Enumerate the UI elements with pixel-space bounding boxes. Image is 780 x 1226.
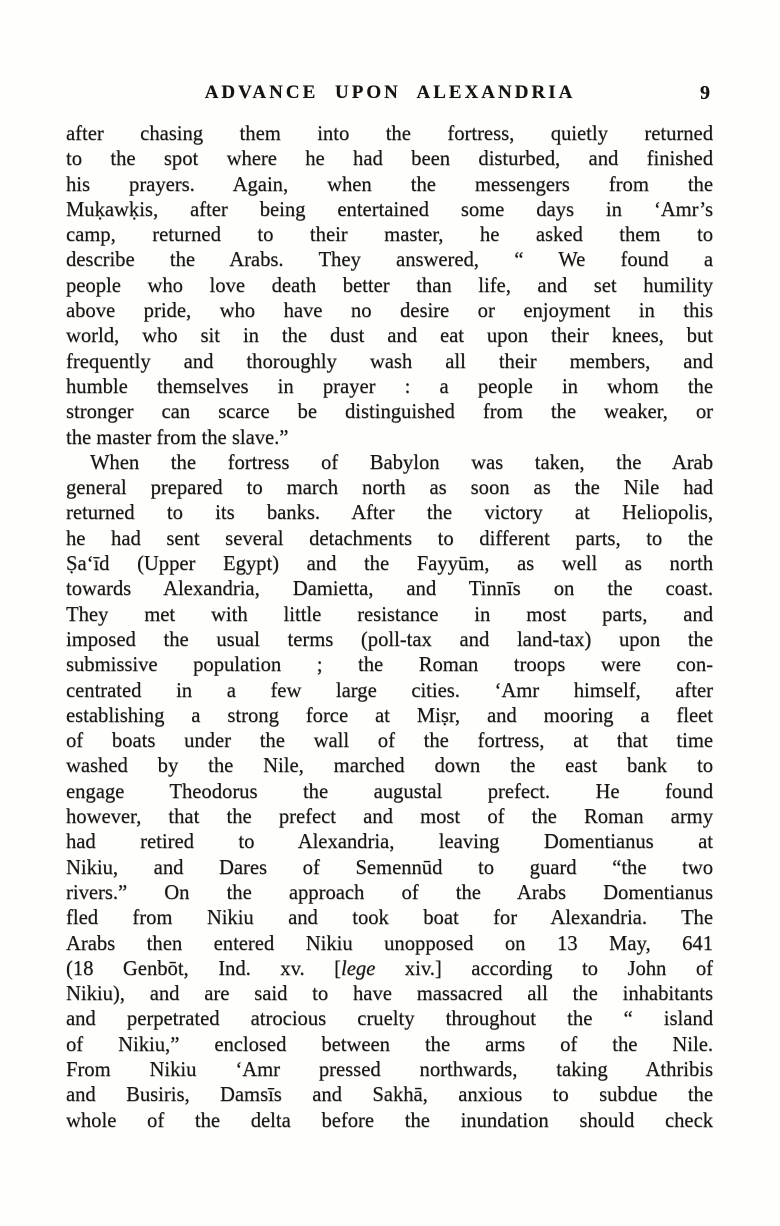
text-line: to the spot where he had been disturbed, and finished <box>66 148 713 171</box>
text-line: submissive population ; the Roman troops were con- <box>66 654 713 677</box>
text-line: whole of the delta before the inundation should check <box>66 1109 713 1132</box>
text-line: general prepared to march north as soon as the Nile had <box>66 477 713 500</box>
text-line: people who love death better than life, and set humility <box>66 274 713 297</box>
text-line: frequently and thoroughly wash all their members, and <box>66 350 713 373</box>
text-line: the master from the slave.” <box>66 426 289 449</box>
text-line: rivers.” On the approach of the Arabs Domentianus <box>66 881 713 904</box>
text-line: When the fortress of Babylon was taken, the Arab <box>90 451 713 474</box>
text-line: of Nikiu,” enclosed between the arms of the Nile. <box>66 1033 713 1056</box>
text-line: and perpetrated atrocious cruelty throughout the “ island <box>66 1008 713 1031</box>
text-line: above pride, who have no desire or enjoyment in this <box>66 300 713 323</box>
text-line: humble themselves in prayer : a people in whom the <box>66 375 713 398</box>
text-line: he had sent several detachments to different parts, to the <box>66 527 713 550</box>
text-line: They met with little resistance in most parts, and <box>66 603 713 626</box>
text-line: fled from Nikiu and took boat for Alexandria. The <box>66 907 713 930</box>
running-header <box>66 82 714 106</box>
text-line: Ṣa‘īd (Upper Egypt) and the Fayyūm, as well as north <box>66 553 713 576</box>
text-line: and Busiris, Damsīs and Sakhā, anxious to subdue the <box>66 1084 713 1107</box>
text-line: Nikiu), and are said to have massacred all the inhabitants <box>66 983 713 1006</box>
text-line: (18 Genbōt, Ind. xv. [lege xiv.] according to John of <box>66 957 713 980</box>
text-line: Muḳawḳis, after being entertained some days in ‘Amr’s <box>66 198 713 221</box>
text-line: of boats under the wall of the fortress, at that time <box>66 730 713 753</box>
text-line: camp, returned to their master, he asked them to <box>66 224 713 247</box>
text-line: Nikiu, and Dares of Semennūd to guard “the two <box>66 856 713 879</box>
text-line: Arabs then entered Nikiu unopposed on 13 May, 641 <box>66 932 713 955</box>
text-line: imposed the usual terms (poll-tax and land-tax) upon the <box>66 628 713 651</box>
text-line: world, who sit in the dust and eat upon their knees, but <box>66 325 713 348</box>
text-line: however, that the prefect and most of the Roman army <box>66 806 713 829</box>
text-line: washed by the Nile, marched down the east bank to <box>66 755 713 778</box>
text-line: centrated in a few large cities. ‘Amr himself, after <box>66 679 713 702</box>
page-title: ADVANCE UPON ALEXANDRIA <box>204 82 576 103</box>
text-line: stronger can scarce be distinguished from the weaker, or <box>66 401 713 424</box>
text-line: towards Alexandria, Damietta, and Tinnīs on the coast. <box>66 578 713 601</box>
text-line: his prayers. Again, when the messengers from the <box>66 173 713 196</box>
body-text <box>66 122 713 1134</box>
text-line: engage Theodorus the augustal prefect. He found <box>66 780 713 803</box>
text-line: establishing a strong force at Miṣr, and mooring a fleet <box>66 704 713 727</box>
text-line: had retired to Alexandria, leaving Domentianus at <box>66 831 713 854</box>
text-line: From Nikiu ‘Amr pressed northwards, taking Athribis <box>66 1058 713 1081</box>
text-line: describe the Arabs. They answered, “ We found a <box>66 249 713 272</box>
text-line: returned to its banks. After the victory at Heliopolis, <box>66 502 713 525</box>
text-line: after chasing them into the fortress, quietly returned <box>66 123 713 145</box>
page-number: 9 <box>700 82 710 104</box>
